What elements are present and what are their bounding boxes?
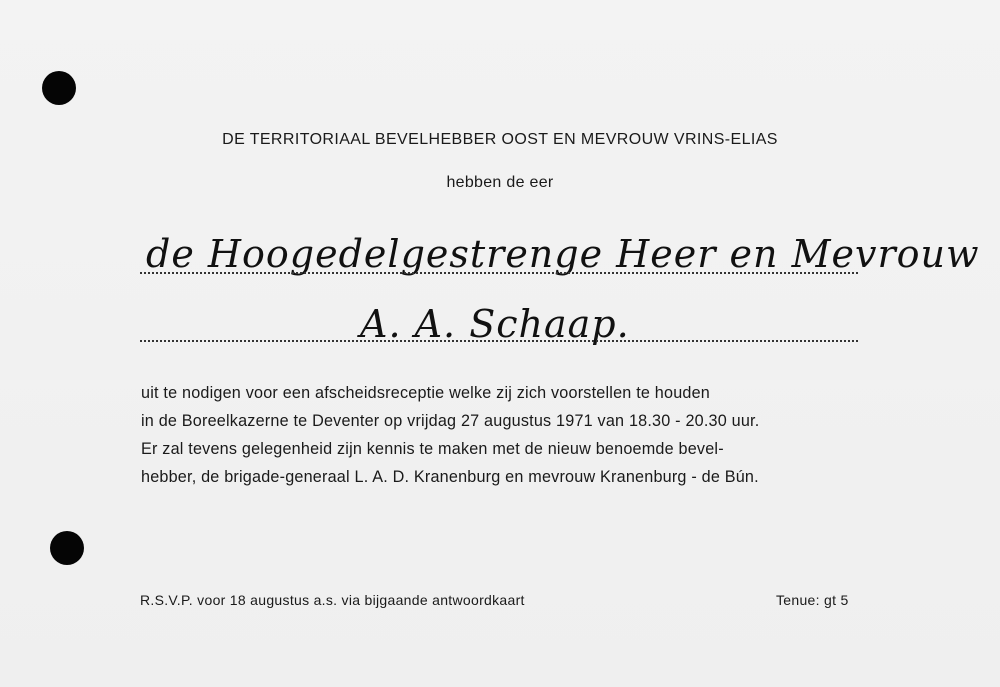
dress-code: Tenue: gt 5 (776, 592, 849, 608)
body-line: uit te nodigen voor een afscheidsreceptie welke zij zich voorstellen te houden (141, 384, 711, 402)
body-line: in de Boreelkazerne te Deventer op vrijdag 27 augustus 1971 van 18.30 - 20.30 uur. (141, 412, 760, 430)
dotted-fill-line-1 (140, 272, 858, 274)
invitation-headline: DE TERRITORIAAL BEVELHEBBER OOST EN MEVROUW VRINS-ELIAS (222, 131, 778, 148)
body-line: hebber, de brigade-generaal L. A. D. Kranenburg en mevrouw Kranenburg - de Bún. (141, 468, 759, 486)
handwritten-addressee-line-1: de Hoogedelgestrenge Heer en Mevrouw (146, 232, 980, 276)
punch-hole-bottom (50, 531, 84, 565)
invitation-body (141, 379, 881, 491)
punch-hole-top (42, 71, 76, 105)
rsvp-note: R.S.V.P. voor 18 augustus a.s. via bijgaande antwoordkaart (140, 592, 525, 608)
body-line: Er zal tevens gelegenheid zijn kennis te maken met de nieuw benoemde bevel- (141, 440, 724, 458)
dotted-fill-line-2 (140, 340, 858, 342)
honor-line: hebben de eer (446, 174, 554, 191)
handwritten-addressee-line-2: A. A. Schaap. (360, 302, 630, 346)
